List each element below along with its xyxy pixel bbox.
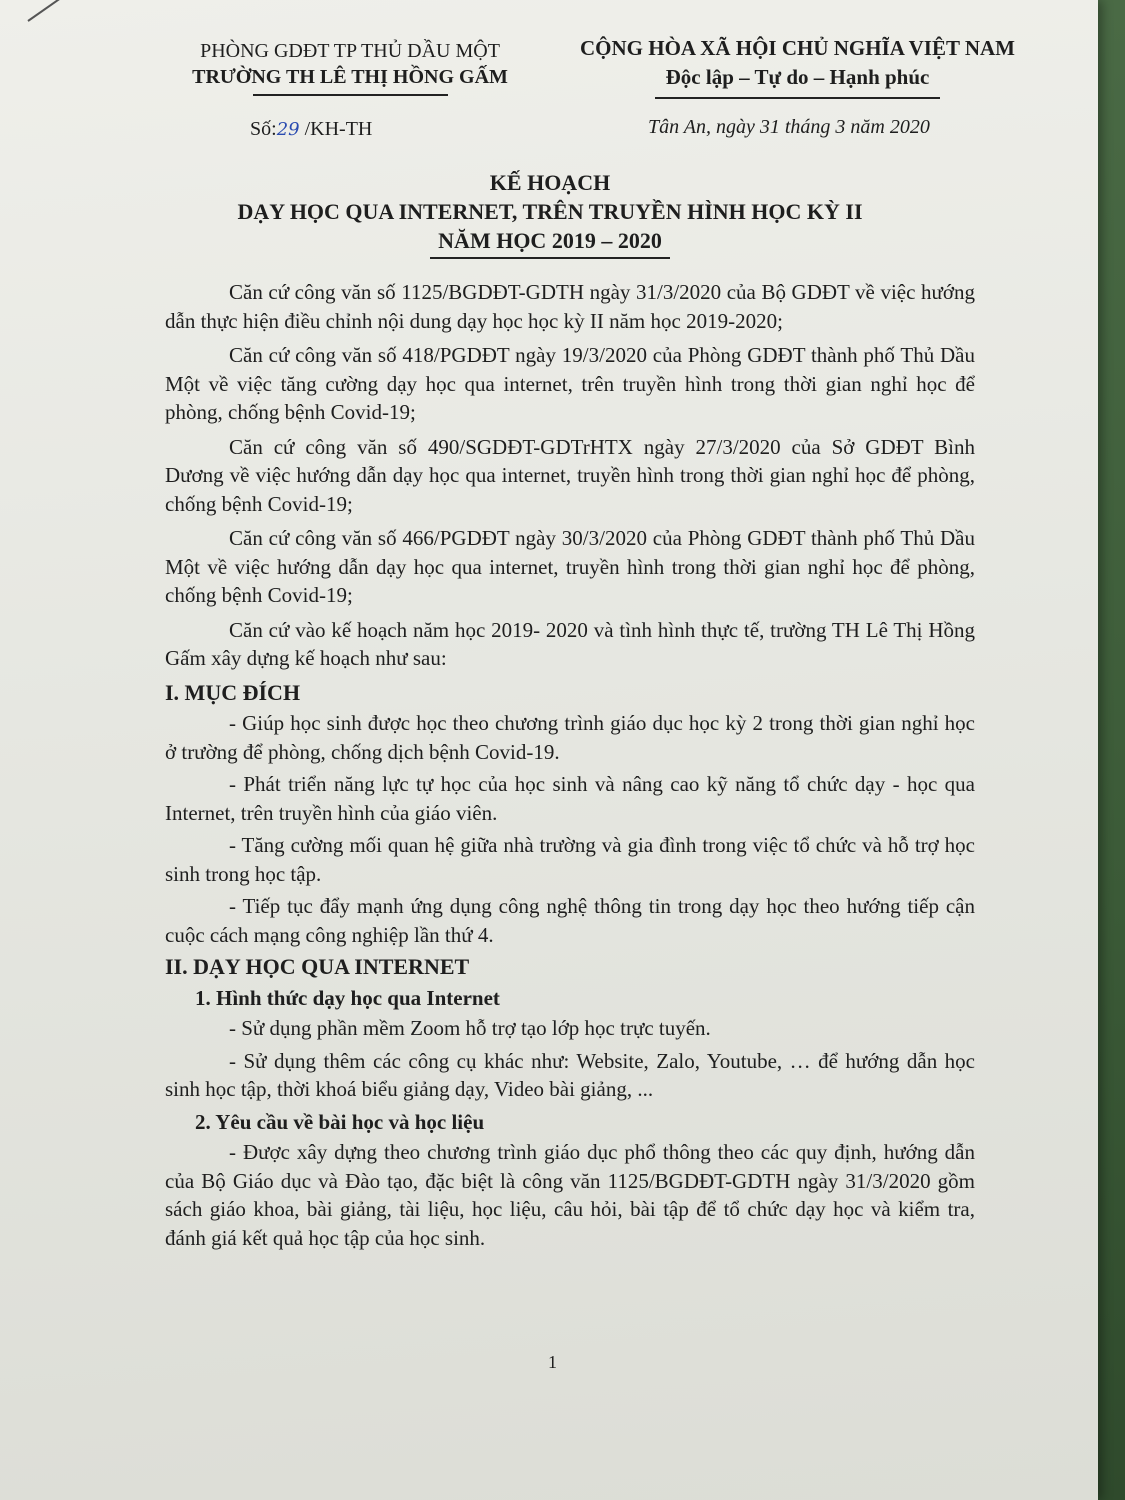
title-line-3: NĂM HỌC 2019 – 2020 <box>438 228 662 253</box>
country-name: CỘNG HÒA XÃ HỘI CHỦ NGHĨA VIỆT NAM <box>579 36 1016 60</box>
preamble-paragraph: Căn cứ công văn số 1125/BGDĐT-GDTH ngày 31/3/2020 của Bộ GDĐT về việc hướng dẫn thực hiện điều chỉnh nội dung dạy học học kỳ II năm học 2019-2020; <box>165 280 975 333</box>
document-body <box>165 278 975 1256</box>
preamble-paragraph: Căn cứ công văn số 466/PGDĐT ngày 30/3/2020 của Phòng GDĐT thành phố Thủ Dầu Một về việc hướng dẫn dạy học qua internet, truyền hình trong thời gian nghỉ học để phòng, chống bệnh Covid-19; <box>165 526 975 607</box>
preamble-paragraph: Căn cứ công văn số 418/PGDĐT ngày 19/3/2020 của Phòng GDĐT thành phố Thủ Dầu Một về việc tăng cường dạy học qua internet, trên truyền hình trong thời gian nghỉ học để phòng, chống bệnh Covid-19; <box>165 343 975 424</box>
section-heading-purpose: I. MỤC ĐÍCH <box>165 679 301 705</box>
subsection-heading-format: 1. Hình thức dạy học qua Internet <box>195 985 500 1010</box>
document-date: Tân An, ngày 31 tháng 3 năm 2020 <box>648 116 930 138</box>
format-item: - Sử dụng phần mềm Zoom hỗ trợ tạo lớp học trực tuyến. <box>229 1016 711 1040</box>
header-right-underline <box>655 97 940 99</box>
national-header <box>530 34 1065 99</box>
pencil-mark <box>27 0 67 22</box>
preamble-paragraph: Căn cứ vào kế hoạch năm học 2019- 2020 và tình hình thực tế, trường TH Lê Thị Hồng Gấm xây dựng kế hoạch như sau: <box>165 617 975 670</box>
issuer-header <box>170 38 530 96</box>
section-heading-internet: II. DẠY HỌC QUA INTERNET <box>165 954 470 979</box>
document-number <box>250 118 372 141</box>
national-motto: Độc lập – Tự do – Hạnh phúc <box>665 65 930 89</box>
title-line-1: KẾ HOẠCH <box>489 170 611 195</box>
purpose-item: - Phát triển năng lực tự học của học sinh và nâng cao kỹ năng tổ chức dạy - học qua Internet, trên truyền hình của giáo viên. <box>165 772 975 825</box>
department-name: PHÒNG GDĐT TP THỦ DẦU MỘT <box>200 40 500 62</box>
requirements-item: - Được xây dựng theo chương trình giáo dục phổ thông theo các quy định, hướng dẫn của Bộ Giáo dục và Đào tạo, đặc biệt là công văn 1125/BGDĐT-GDTH ngày 31/3/2020 gồm sách giáo khoa, bài giảng, tài liệu, học liệu, câu hỏi, bài tập để tổ chức dạy học và kiểm tra, đánh giá kết quả học tập của học sinh. <box>165 1140 975 1250</box>
subsection-heading-requirements: 2. Yêu cầu về bài học và học liệu <box>195 1109 485 1134</box>
number-suffix: /KH-TH <box>304 118 373 140</box>
title-underline <box>430 257 670 259</box>
handwritten-number: 29 <box>276 119 300 140</box>
number-prefix: Số: <box>250 118 277 140</box>
title-line-2: DẠY HỌC QUA INTERNET, TRÊN TRUYỀN HÌNH HỌC KỲ II <box>237 199 863 224</box>
purpose-item: - Tiếp tục đẩy mạnh ứng dụng công nghệ thông tin trong dạy học theo hướng tiếp cận cuộc cách mạng công nghiệp lần thứ 4. <box>165 894 975 947</box>
preamble-paragraph: Căn cứ công văn số 490/SGDĐT-GDTrHTX ngày 27/3/2020 của Sở GDĐT Bình Dương về việc hướng dẫn dạy học qua internet, truyền hình trong thời gian nghỉ học để phòng, chống bệnh Covid-19; <box>165 434 975 516</box>
page-number: 1 <box>548 1352 557 1372</box>
purpose-item: - Giúp học sinh được học theo chương trình giáo dục học kỳ 2 trong thời gian nghỉ học ở trường để phòng, chống dịch bệnh Covid-19. <box>165 711 975 764</box>
header-left-underline <box>253 94 448 96</box>
purpose-item: - Tăng cường mối quan hệ giữa nhà trường và gia đình trong việc tổ chức và hỗ trợ học sinh trong học tập. <box>165 833 975 886</box>
format-item: - Sử dụng thêm các công cụ khác như: Website, Zalo, Youtube, … để hướng dẫn học sinh học tập, thời khoá biểu giảng dạy, Video bài giảng, ... <box>165 1048 975 1101</box>
school-name: TRƯỜNG TH LÊ THỊ HỒNG GẤM <box>192 66 508 88</box>
document-title <box>160 168 940 259</box>
